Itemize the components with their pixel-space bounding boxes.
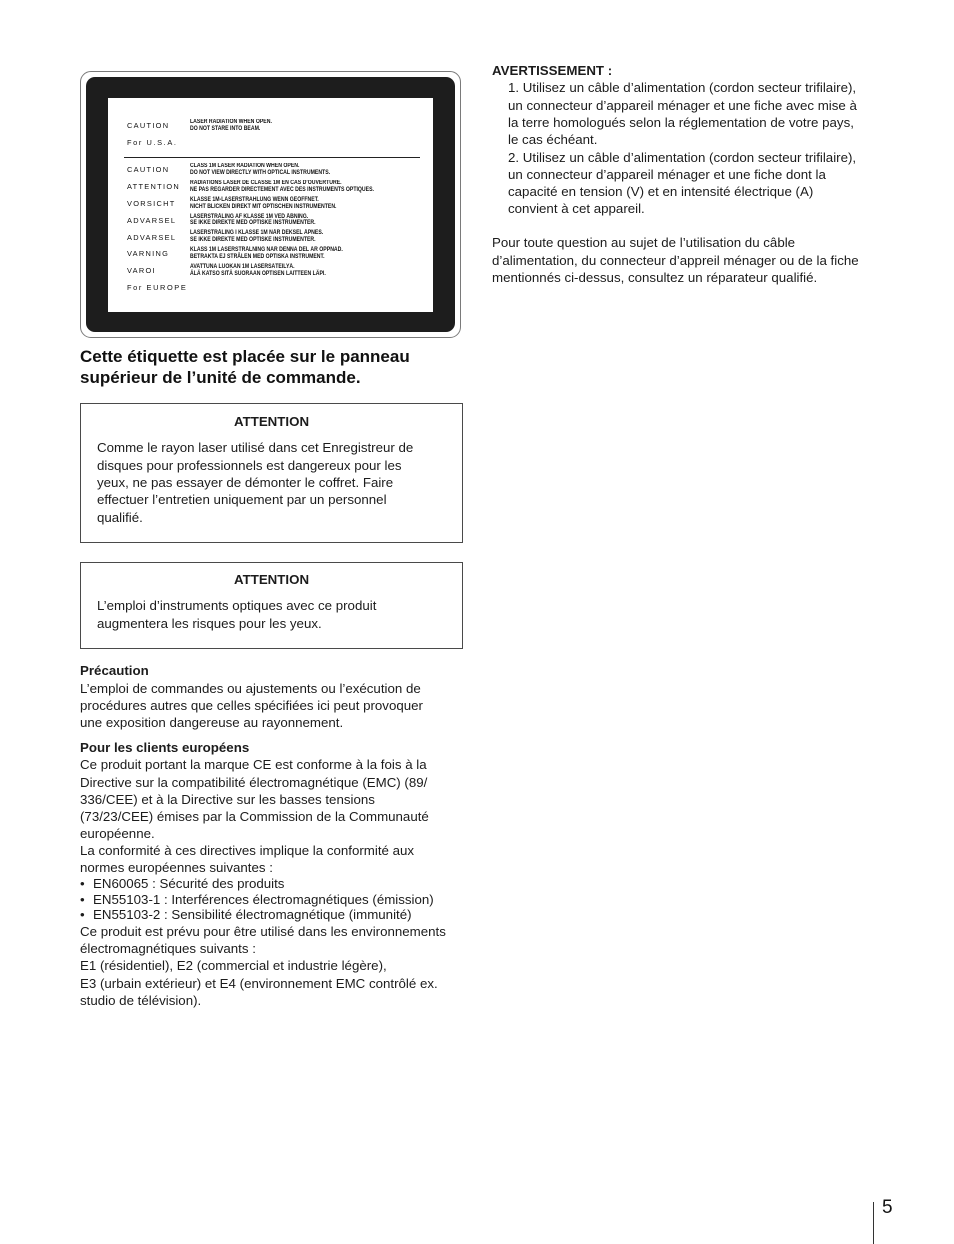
precaution-title: Précaution	[80, 663, 149, 679]
label-location-heading	[80, 346, 410, 389]
label-warning-text-line: KLASSE 1M-LASERSTRAHLUNG WENN GEÖFFNET.	[190, 196, 319, 203]
attention-text-line: yeux, ne pas essayer de démonter le coffret. Faire	[97, 474, 394, 490]
attention-box-laser	[80, 403, 463, 543]
label-warning-text-line: SE IKKE DIREKTE MED OPTISKE INSTRUMENTER.	[190, 220, 316, 227]
laser-warning-label	[108, 98, 433, 312]
label-language-tag: ATTENTION	[127, 182, 181, 192]
warning-item-line: capacité en tension (V) et en intensité électrique (A)	[508, 184, 814, 200]
label-divider	[124, 157, 420, 158]
label-warning-text-line: ÄLÄ KATSO SITÄ SUORAAN OPTISEN LAITTEEN LÄPI.	[190, 270, 326, 277]
warning-item-line: 2. Utilisez un câble d’alimentation (cordon secteur trifilaire),	[508, 149, 857, 165]
page-number-rule	[873, 1202, 874, 1244]
environments-text-line: E3 (urbain extérieur) et E4 (environnement EMC contrôlé ex.	[80, 975, 438, 991]
label-language-tag: VARNING	[127, 249, 170, 259]
label-row	[108, 162, 433, 179]
precaution-text-line: L’emploi de commandes ou ajustements ou l’exécution de	[80, 680, 421, 696]
label-warning-text	[190, 119, 272, 133]
label-warning-text-line: RADIATIONS LASER DE CLASSE 1M EN CAS D’OUVERTURE.	[190, 179, 342, 186]
european-customers-title: Pour les clients européens	[80, 740, 250, 756]
standards-list	[80, 876, 446, 923]
environments-text-line: studio de télévision).	[80, 992, 202, 1008]
attention-box-optics	[80, 562, 463, 649]
warning-item-line: un connecteur d’appareil ménager et une fiche avec mise à	[508, 97, 857, 113]
european-text-line: (73/23/CEE) émises par la Commission de la Communauté	[80, 808, 429, 824]
label-row	[108, 246, 433, 263]
warning-title: AVERTISSEMENT :	[492, 63, 613, 79]
label-row	[108, 262, 433, 279]
warning-paragraph-line: d’alimentation, du connecteur d’appreil ménager ou de la fiche	[492, 252, 859, 268]
european-text-line: européenne.	[80, 825, 155, 841]
label-warning-text-line: CLASS 1M LASER RADIATION WHEN OPEN.	[190, 163, 300, 170]
label-warning-text	[190, 197, 336, 211]
precaution-text-line: une exposition dangereuse au rayonnement.	[80, 715, 344, 731]
european-text-line: La conformité à ces directives implique la conformité aux	[80, 842, 415, 858]
label-warning-text-line: NICHT BLICKEN DIREKT MIT OPTISCHEN INSTRUMENTEN.	[190, 203, 337, 210]
environments-text-line: Ce produit est prévu pour être utilisé dans les environnements	[80, 923, 446, 939]
label-warning-text	[190, 264, 326, 278]
label-warning-text	[190, 230, 323, 244]
warning-item-line: un connecteur d’appareil ménager et une fiche dont la	[508, 166, 826, 182]
warning-item-2	[508, 149, 857, 218]
label-row	[108, 195, 433, 212]
label-warning-text-line: BETRAKTA EJ STRÅLEN MED OPTISKA INSTRUMENT.	[190, 253, 325, 260]
label-warning-text	[190, 214, 316, 228]
standards-list-item: • EN55103-1 : Interférences électromagnétiques (émission)	[80, 892, 446, 908]
label-language-tag: VAROI	[127, 266, 156, 276]
attention-text-line: qualifié.	[97, 509, 143, 525]
standards-list-item: • EN60065 : Sécurité des produits	[80, 876, 446, 892]
label-warning-text-line: LASERSTRÅLING AF KLASSE 1M VED ÅBNING.	[190, 213, 309, 220]
label-region-row	[108, 134, 433, 151]
warning-item-line: 1. Utilisez un câble d’alimentation (cordon secteur trifilaire),	[508, 80, 857, 96]
warning-paragraph-line: mentionnés ci-dessus, consultez un réparateur qualifié.	[492, 269, 818, 285]
label-region: For U.S.A.	[127, 138, 178, 148]
environments-text-line: E1 (résidentiel), E2 (commercial et industrie légère),	[80, 958, 387, 974]
warning-item-line: le cas échéant.	[508, 132, 598, 148]
precaution-section	[80, 662, 423, 731]
label-row	[108, 212, 433, 229]
label-warning-text-line: NE PAS REGARDER DIRECTEMENT AVEC DES INSTRUMENTS OPTIQUES.	[190, 186, 374, 193]
warning-item-line: convient à cet appareil.	[508, 201, 645, 217]
label-language-tag: CAUTION	[127, 121, 170, 131]
label-language-tag: VORSICHT	[127, 199, 176, 209]
warning-paragraph	[492, 234, 859, 286]
warning-paragraph-line: Pour toute question au sujet de l’utilisation du câble	[492, 235, 796, 251]
warning-item-line: la terre homologués selon la réglementation de votre pays,	[508, 114, 854, 130]
warning-item-1	[508, 79, 857, 148]
label-warning-text-line: LASER RADIATION WHEN OPEN.	[190, 119, 272, 126]
label-region-row	[108, 279, 433, 296]
heading-line: Cette étiquette est placée sur le panneau	[80, 346, 410, 366]
label-warning-text-line: SE IKKE DIREKTE MED OPTISKE INSTRUMENTER.	[190, 237, 316, 244]
attention-text-line: disques pour professionnels est dangereux pour les	[97, 457, 402, 473]
label-row	[108, 118, 433, 135]
european-text-line: Ce produit portant la marque CE est conforme à la fois à la	[80, 757, 427, 773]
environments-text	[80, 923, 446, 1009]
european-customers-section	[80, 739, 446, 1009]
attention-text-line: effectuer l’entretien uniquement par un personnel	[97, 492, 387, 508]
label-warning-text-line: KLASS 1M LASERSTRÅLNING NÄR DENNA DEL ÄR ÖPPNAD.	[190, 247, 343, 254]
heading-line: supérieur de l’unité de commande.	[80, 368, 361, 387]
label-warning-text	[190, 247, 343, 261]
label-warning-text-line: DO NOT VIEW DIRECTLY WITH OPTICAL INSTRUMENTS.	[190, 169, 331, 176]
label-warning-text-line: AVATTUNA LUOKAN 1M LASERSÄTEILYÄ.	[190, 263, 295, 270]
label-warning-text-line: LASERSTRÅLING I KLASSE 1M NÅR DEKSEL ÅPNES.	[190, 230, 324, 237]
attention-text-line: L’emploi d’instruments optiques avec ce produit	[97, 598, 377, 614]
european-text-line: normes européennes suivantes :	[80, 860, 273, 876]
warning-items	[508, 79, 857, 217]
label-warning-text-line: DO NOT STARE INTO BEAM.	[190, 125, 261, 132]
environments-text-line: électromagnétiques suivants :	[80, 941, 256, 957]
label-row	[108, 178, 433, 195]
attention-text	[81, 597, 462, 632]
european-text-line: 336/CEE) et à la Directive sur les basses tensions	[80, 791, 375, 807]
attention-text	[81, 439, 462, 525]
attention-title: ATTENTION	[233, 414, 310, 430]
label-row	[108, 229, 433, 246]
label-warning-text	[190, 163, 330, 177]
standards-list-item: • EN55103-2 : Sensibilité électromagnétique (immunité)	[80, 907, 446, 923]
label-europe-block	[108, 162, 433, 296]
precaution-text-line: procédures autres que celles spécifiées ici peut provoquer	[80, 697, 423, 713]
label-usa-block	[108, 118, 433, 152]
label-language-tag: ADVARSEL	[127, 232, 177, 242]
label-language-tag: CAUTION	[127, 165, 170, 175]
label-language-tag: ADVARSEL	[127, 215, 177, 225]
attention-text-line: Comme le rayon laser utilisé dans cet Enregistreur de	[97, 440, 414, 456]
attention-text-line: augmentera les risques pour les yeux.	[97, 615, 322, 631]
european-customers-text	[80, 756, 446, 876]
page-number: 5	[882, 1197, 893, 1218]
label-region: For EUROPE	[127, 283, 188, 293]
european-text-line: Directive sur la compatibilité électromagnétique (EMC) (89/	[80, 774, 428, 790]
precaution-text	[80, 680, 423, 732]
attention-title: ATTENTION	[233, 572, 310, 588]
label-warning-text	[190, 180, 374, 194]
